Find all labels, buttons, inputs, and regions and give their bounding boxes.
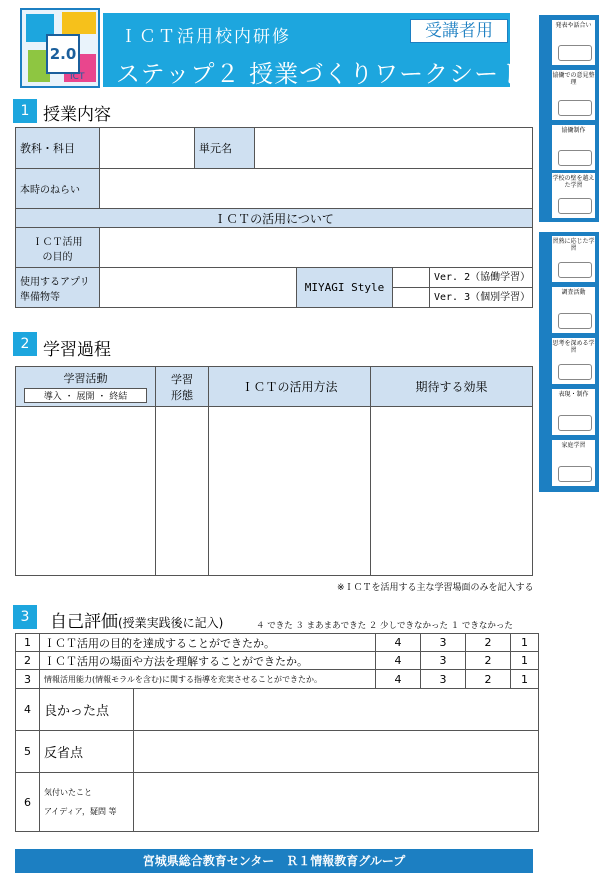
eval-row-3-score-4[interactable]: 4 — [376, 670, 421, 689]
eval-row-2-score-4[interactable]: 4 — [376, 652, 421, 670]
section1-number: 1 — [13, 99, 37, 123]
sidebar-item-label: 調査活動 — [561, 289, 586, 296]
section3-title-sub: (授業実践後に記入) — [118, 616, 224, 630]
eval-row-1-number: 1 — [16, 634, 40, 652]
subject-field[interactable] — [100, 128, 195, 169]
sidebar-item-mastery[interactable] — [552, 236, 595, 282]
sidebar-checkbox[interactable] — [558, 415, 592, 431]
sidebar-checkbox[interactable] — [558, 262, 592, 278]
notices-label-line2: アイディア，疑問 等 — [44, 807, 117, 816]
section1-title: 授業内容 — [43, 105, 111, 125]
logo-version: 2.0 — [46, 34, 80, 74]
good-points-label: 良かった点 — [40, 689, 134, 731]
self-eval-table — [15, 633, 539, 832]
eval-row-3-score-2[interactable]: 2 — [466, 670, 511, 689]
eval-row-3-text: 情報活用能力(情報モラルを含む)に関する指導を充実させることができたか。 — [40, 670, 376, 689]
sidebar-item-label: 思考を深める学習 — [552, 340, 595, 354]
sidebar-item-home-study[interactable] — [552, 440, 595, 486]
section2-number: 2 — [13, 332, 37, 356]
eval-row-2-score-1[interactable]: 1 — [511, 652, 539, 670]
sidebar-checkbox[interactable] — [558, 466, 592, 482]
ict-purpose-label — [16, 228, 100, 268]
unit-field[interactable] — [255, 128, 533, 169]
col-expected-effect: 期待する効果 — [371, 367, 533, 407]
ver2-label: Ver. 2（協働学習） — [434, 272, 531, 283]
aim-label: 本時のねらい — [16, 169, 100, 209]
reflection-label: 反省点 — [40, 731, 134, 773]
notices-label — [40, 773, 134, 832]
reflection-field[interactable] — [134, 731, 539, 773]
eval-row-1-text: ＩＣＴ活用の目的を達成することができたか。 — [40, 634, 376, 652]
aim-field[interactable] — [100, 169, 533, 209]
section2-title: 学習過程 — [43, 340, 111, 360]
logo — [20, 8, 100, 88]
ver3-option[interactable] — [393, 288, 533, 308]
sidebar-checkbox[interactable] — [558, 100, 592, 116]
form-field[interactable] — [156, 407, 209, 576]
unit-label: 単元名 — [195, 128, 255, 169]
col-ict-method: ＩＣＴの活用方法 — [209, 367, 371, 407]
section2-note: ※ＩＣＴを活用する主な学習場面のみを記入する — [337, 583, 534, 593]
eval-row-1-score-4[interactable]: 4 — [376, 634, 421, 652]
sidebar-item-label: 表現・制作 — [558, 391, 589, 398]
col-activity — [16, 367, 156, 407]
notices-label-line1: 気付いたこと — [44, 788, 92, 797]
activity-field[interactable] — [16, 407, 156, 576]
rating-scale: ４ できた ３ まあまあできた ２ 少しできなかった １ できなかった — [256, 621, 513, 631]
lesson-content-table — [15, 127, 533, 308]
col-activity-phases: 導入 ・ 展開 ・ 終結 — [24, 388, 147, 403]
col-form-line2: 形態 — [171, 388, 193, 402]
header-subtitle: ＩＣＴ活用校内研修 — [120, 27, 291, 47]
sidebar-item-collab-production[interactable] — [552, 125, 595, 170]
ict-purpose-field[interactable] — [100, 228, 533, 268]
subject-label: 教科・科目 — [16, 128, 100, 169]
app-label-line1: 使用するアプリ — [20, 276, 90, 288]
section3-title — [50, 607, 223, 632]
effect-field[interactable] — [371, 407, 533, 576]
sidebar-checkbox[interactable] — [558, 150, 592, 166]
eval-row-2-score-2[interactable]: 2 — [466, 652, 511, 670]
ver3-checkbox[interactable] — [393, 288, 430, 307]
section3-title-main: 自己評価 — [50, 612, 118, 632]
ver2-option[interactable] — [393, 268, 533, 288]
miyagi-style-label: MIYAGI Style — [297, 268, 393, 308]
ict-purpose-label-line2: の目的 — [42, 251, 73, 263]
app-label-line2: 準備物等 — [20, 291, 60, 303]
app-label — [16, 268, 100, 308]
notices-field[interactable] — [134, 773, 539, 832]
eval-row-1-score-3[interactable]: 3 — [421, 634, 466, 652]
eval-row-3-number: 3 — [16, 670, 40, 689]
sidebar-checkbox[interactable] — [558, 45, 592, 61]
sidebar-item-label: 家庭学習 — [561, 442, 586, 449]
col-activity-label: 学習活動 — [63, 372, 108, 385]
sidebar-item-deep-thinking[interactable] — [552, 338, 595, 384]
eval-row-1-score-1[interactable]: 1 — [511, 634, 539, 652]
notices-number: 6 — [16, 773, 40, 832]
sidebar-item-label: 協働制作 — [561, 127, 586, 134]
ver2-checkbox[interactable] — [393, 268, 430, 287]
sidebar-checkbox[interactable] — [558, 364, 592, 380]
section3-number: 3 — [13, 605, 37, 629]
sidebar-checkbox[interactable] — [558, 313, 592, 329]
learning-process-table — [15, 366, 533, 576]
sidebar-checkbox[interactable] — [558, 198, 592, 214]
eval-row-2-score-3[interactable]: 3 — [421, 652, 466, 670]
sidebar-item-collab-organize[interactable] — [552, 70, 595, 120]
ver3-label: Ver. 3（個別学習） — [434, 292, 531, 303]
sidebar-item-label: 習熟に応じた学習 — [552, 238, 595, 252]
sidebar-item-label: 発表や話合い — [555, 22, 592, 29]
ict-method-field[interactable] — [209, 407, 371, 576]
good-points-field[interactable] — [134, 689, 539, 731]
sidebar-item-research[interactable] — [552, 287, 595, 333]
ict-purpose-label-line1: ＩＣＴ活用 — [32, 236, 83, 248]
eval-row-3-score-3[interactable]: 3 — [421, 670, 466, 689]
good-points-number: 4 — [16, 689, 40, 731]
page-title: ステップ２ 授業づくりワークシート — [116, 60, 525, 88]
sidebar-item-label: 学校の壁を越えた学習 — [552, 175, 595, 189]
sidebar-item-label: 協働での意見整理 — [552, 72, 595, 86]
footer: 宮城県総合教育センター Ｒ１情報教育グループ — [15, 849, 533, 873]
sidebar-item-beyond-school[interactable] — [552, 173, 595, 218]
eval-row-2-number: 2 — [16, 652, 40, 670]
audience-badge: 受講者用 — [410, 19, 508, 43]
col-form-line1: 学習 — [171, 372, 193, 386]
ict-heading: ＩＣＴの活用について — [16, 209, 533, 228]
reflection-number: 5 — [16, 731, 40, 773]
eval-row-2-text: ＩＣＴ活用の場面や方法を理解することができたか。 — [40, 652, 376, 670]
app-field[interactable] — [100, 268, 297, 308]
logo-sub: ICT — [70, 72, 85, 82]
logo-tile-yellow — [62, 12, 96, 34]
sidebar-item-discussion[interactable] — [552, 20, 595, 65]
eval-row-1-score-2[interactable]: 2 — [466, 634, 511, 652]
eval-row-3-score-1[interactable]: 1 — [511, 670, 539, 689]
sidebar-item-expression[interactable] — [552, 389, 595, 435]
col-form — [156, 367, 209, 407]
